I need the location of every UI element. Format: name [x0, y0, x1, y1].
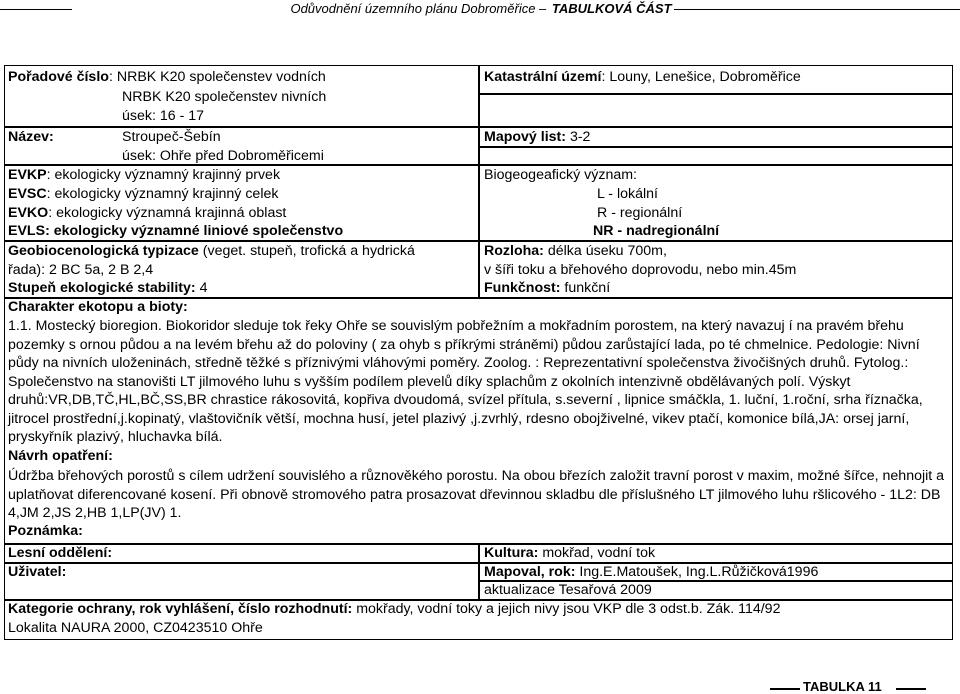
page-header: [0, 0, 960, 20]
kategorie-label: Kategorie ochrany, rok vyhlášení, číslo rozhodnutí:: [8, 601, 353, 617]
mapovy-row: [484, 129, 590, 146]
mapoval-row: [484, 564, 818, 581]
header-bold: TABULKOVÁ ČÁST: [551, 1, 672, 16]
mapoval-value-2: aktualizace Tesařová 2009: [484, 582, 652, 598]
stab-row: [8, 280, 207, 297]
poradove-label: Pořadové číslo: [8, 69, 109, 85]
evkp-label: EVKP: [8, 167, 47, 183]
page-footer: [0, 676, 960, 693]
rule-after-mapovy: [478, 146, 953, 148]
nazev-value: Stroupeč-Šebín: [122, 129, 221, 145]
geo-value: (veget. stupeň, trofická a hydrická: [198, 243, 415, 259]
bio-r: R - regionální: [597, 205, 683, 221]
evsc-label: EVSC: [8, 186, 47, 202]
bio-nr: NR - nadregionální: [593, 223, 720, 239]
geo-value-2: řada): 2 BC 5a, 2 B 2,4: [8, 262, 154, 278]
poradove-value: : NRBK K20 společenstev vodních: [108, 69, 326, 85]
rozloha-label: Rozloha:: [484, 243, 544, 259]
navrh-text: Údržba břehových porostů s cílem udržení souvislého a různověkého porostu. Na obou březích založit travní porost v maxim, možné šířce, nehnojit a uplatňovat diferencované kosení. Při obnově stromového patra prosazovat dřevinnou skladbu dle příslušného LT jilmového luhu ršlicového - 1L2: DB 4,JM 2,JS 2,HB 1,LP(JV) 1.: [8, 468, 945, 521]
navrh-label: Návrh opatření:: [8, 448, 113, 464]
usek-1: úsek: 16 - 17: [122, 108, 205, 124]
katastr-row: [484, 69, 801, 86]
mapovy-value: 3-2: [566, 129, 591, 145]
katastr-label: Katastrální území: [484, 69, 602, 85]
mapovy-label: Mapový list:: [484, 129, 566, 145]
geo-label: Geobiocenologická typizace: [8, 243, 199, 259]
footer-rule-right: [896, 688, 926, 690]
footer-rule-left: [770, 688, 800, 690]
evko-label: EVKO: [8, 205, 49, 221]
mapoval-value: Ing.E.Matoušek, Ing.L.Růžičková1996: [575, 564, 819, 580]
bio-label: Biogeogeafický význam:: [484, 167, 637, 183]
evkp-value: : ekologicky významný krajinný prvek: [46, 167, 281, 183]
mapoval-label: Mapoval, rok:: [484, 564, 576, 580]
header-prefix: Odůvodnění územního plánu Dobroměřice –: [290, 1, 550, 16]
kultura-row: [484, 545, 655, 562]
rozloha-row: [484, 243, 667, 260]
poradove-cislo: [8, 69, 326, 86]
rule-after-katastr: [478, 93, 953, 95]
kategorie-row: [8, 601, 780, 618]
header-title: [0, 1, 960, 16]
charakter-text: 1.1. Mostecký bioregion. Biokoridor sleduje tok řeky Ohře se souvislým pobřežním a mokřadním porostem, na který navazuj í na pravém břehu pozemky s ornou půdou a na levém břehu až do poloviny ( za ohyb s příkrými stráněmi) půdou zarůstající lada, po té chmelnice. Pedologie: Nivní půdy na nivních uloženinách, středně těžké s příznivými vláhovými poměry. Zoolog. : Reprezentativní společenstva živočišných druhů. Fytolog.: Společenstvo na stanovišti LT jilmového luhu s vyšším podílem plevelů díky splachům z okolních intenzivně obdělávaných polí. Výskyt druhů:VR,DB,TČ,HL,BČ,SS,BR chrastice rákosovitá, kopřiva dvoudomá, svízel přítula, s.severní , lipnice smáčkla, 1. luční, 1.roční, srha říznačka, jitrocel prostřední,j.kopinatý, vlaštovičník větší, mochna husí, jetel plazivý ,j.zvrhlý, rdesno obojživelné, vikev ptačí, komonice bílá,JA: orsej jarní, pryskyřník plazivý, hluchavka bílá.: [8, 318, 923, 445]
rozloha-value-2: v šíři toku a břehového doprovodu, nebo min.45m: [484, 262, 797, 278]
katastr-value: : Louny, Lenešice, Dobroměřice: [601, 69, 801, 85]
stab-value: 4: [195, 280, 208, 296]
evsc-row: [8, 186, 278, 203]
kategorie-value-2: Lokalita NAURA 2000, CZ0423510 Ohře: [8, 620, 263, 636]
funkcnost-label: Funkčnost:: [484, 280, 561, 296]
kultura-value: mokřad, vodní tok: [538, 545, 656, 561]
poradove-value-2: NRBK K20 společenstev nivních: [122, 89, 327, 105]
rozloha-value: délka úseku 700m,: [543, 243, 667, 259]
funkcnost-value: funkční: [560, 280, 611, 296]
evls-label: EVLS: [8, 223, 46, 239]
charakter-label: Charakter ekotopu a bioty:: [8, 299, 188, 315]
evls-value: : ekologicky významné liniové společenstvo: [45, 223, 344, 239]
evkp-row: [8, 167, 280, 184]
evko-row: [8, 205, 286, 222]
funkcnost-row: [484, 280, 610, 297]
footer-label: TABULKA 11: [803, 679, 882, 694]
col-divider-bottom: [478, 543, 480, 599]
evko-value: : ekologicky významná krajinná oblast: [48, 205, 287, 221]
evls-row: [8, 223, 343, 240]
usek-2: úsek: Ohře před Dobroměřicemi: [122, 148, 324, 164]
bio-l: L - lokální: [597, 186, 658, 202]
geo-row: [8, 243, 415, 260]
nazev-label: Název:: [8, 129, 54, 145]
poznamka-label: Poznámka:: [8, 523, 83, 539]
stab-label: Stupeň ekologické stability:: [8, 280, 196, 296]
lesni-label: Lesní oddělení:: [8, 545, 113, 561]
kultura-label: Kultura:: [484, 545, 539, 561]
uzivatel-label: Uživatel:: [8, 564, 67, 580]
kategorie-value: mokřady, vodní toky a jejich nivy jsou VKP dle 3 odst.b. Zák. 114/92: [352, 601, 781, 617]
evsc-value: : ekologicky významný krajinný celek: [46, 186, 279, 202]
col-divider-top: [478, 65, 480, 297]
